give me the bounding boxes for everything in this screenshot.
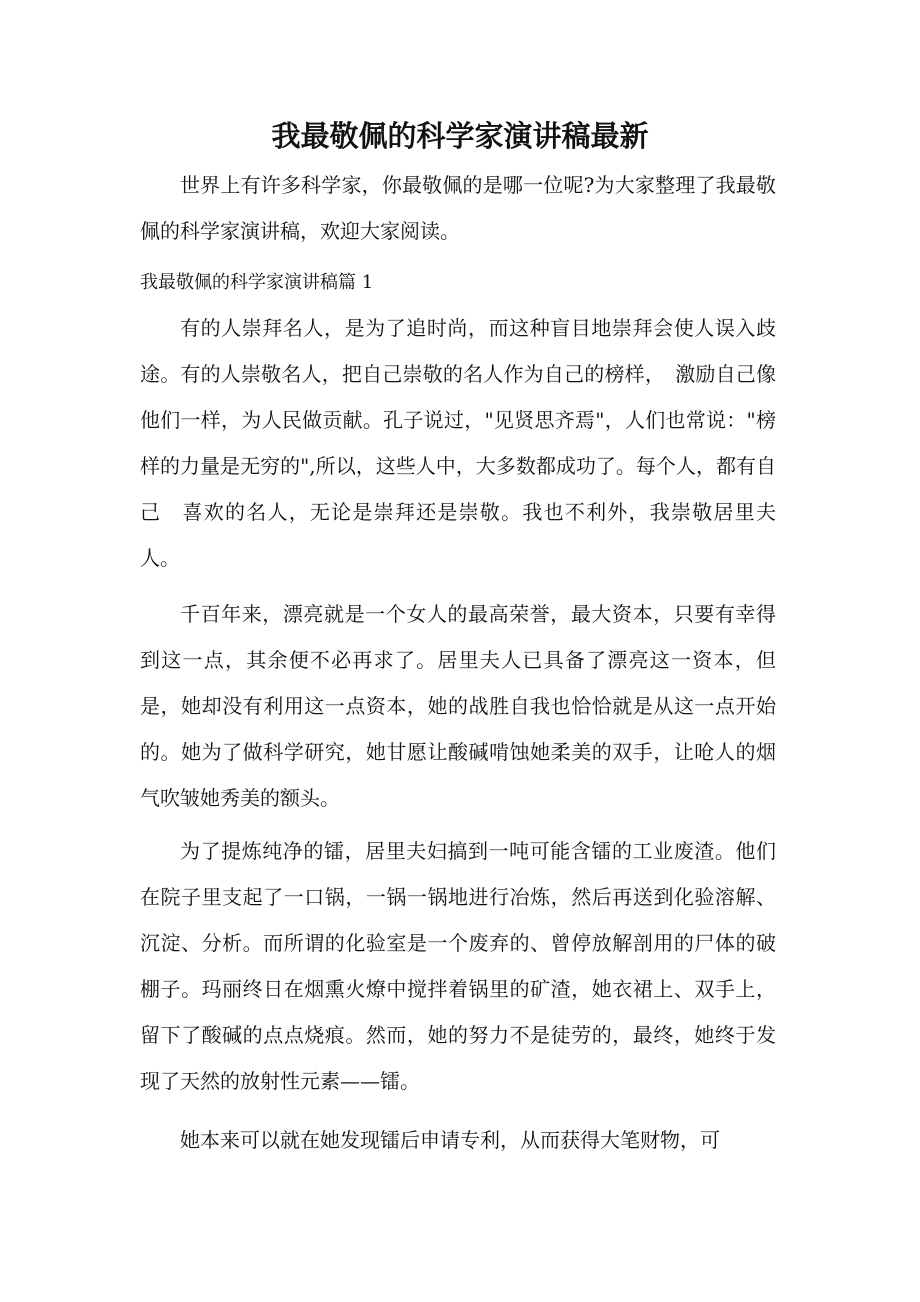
intro-paragraph: 世界上有许多科学家，你最敬佩的是哪一位呢?为大家整理了我最敬佩的科学家演讲稿，欢迎大家阅读。 — [140, 173, 776, 243]
document-title: 我最敬佩的科学家演讲稿最新 — [271, 119, 649, 153]
section-heading: 我最敬佩的科学家演讲稿篇 1 — [140, 272, 374, 293]
body-paragraph-3: 为了提炼纯净的镭，居里夫妇搞到一吨可能含镭的工业废渣。他们在院子里支起了一口锅，一锅一锅地进行冶炼，然后再送到化验溶解、沉淀、分析。而所谓的化验室是一个废弃的、曾停放解剖用的尸体的破棚子。玛丽终日在烟熏火燎中搅拌着锅里的矿渣，她衣裙上、双手上，留下了酸碱的点点烧痕。然而，她的努力不是徒劳的，最终，她终于发现了天然的放射性元素——镭。 — [140, 839, 776, 1093]
body-paragraph-4: 她本来可以就在她发现镭后申请专利，从而获得大笔财物，可 — [180, 1128, 720, 1152]
body-paragraph-1: 有的人崇拜名人，是为了追时尚，而这种盲目地崇拜会使人误入歧途。有的人崇敬名人，把自己崇敬的名人作为自己的榜样， 激励自己像他们一样，为人民做贡献。孔子说过，"见贤思齐焉"，人们也常说："榜样的力量是无穷的",所以，这些人中，大多数都成功了。每个人，都有自己 喜欢的名人，无论是崇拜还是崇敬。我也不利外，我崇敬居里夫人。 — [140, 316, 776, 570]
body-paragraph-2: 千百年来，漂亮就是一个女人的最高荣誉，最大资本，只要有幸得到这一点，其余便不必再求了。居里夫人已具备了漂亮这一资本，但是，她却没有利用这一点资本，她的战胜自我也恰恰就是从这一点开始的。她为了做科学研究，她甘愿让酸碱啃蚀她柔美的双手，让呛人的烟气吹皱她秀美的额头。 — [140, 602, 776, 810]
